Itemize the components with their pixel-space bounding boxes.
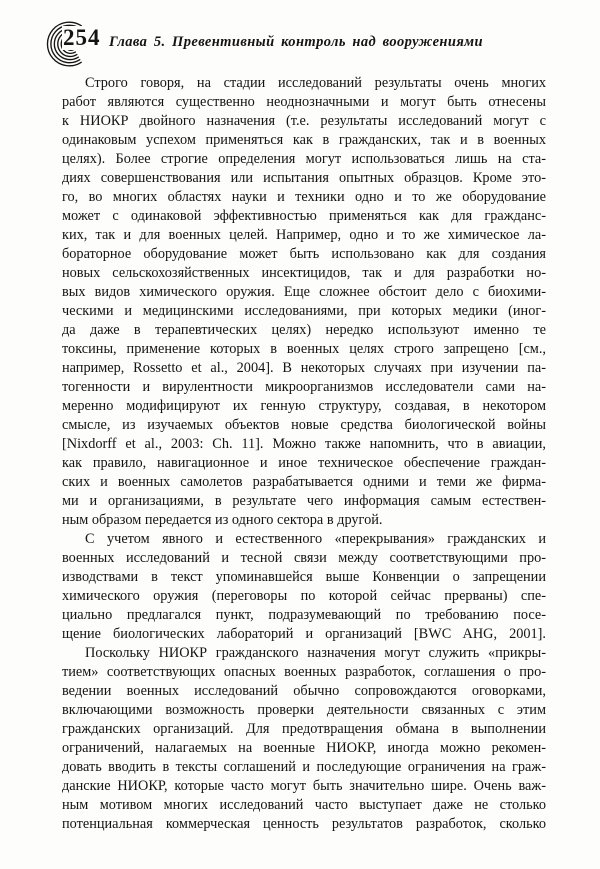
text-line: да даже в терапевтических целях) нередко используют именно те bbox=[62, 322, 546, 338]
text-line: щение биологических лабораторий и организаций [BWC AHG, 2001]. bbox=[62, 626, 546, 642]
paragraph bbox=[62, 644, 546, 834]
text-line: ких, так и для военных целей. Например, одно и то же химическое ла- bbox=[62, 227, 546, 243]
text-line: тием» соответствующих опасных военных разработок, соглашения о про- bbox=[62, 664, 546, 680]
page-number: 254 bbox=[62, 26, 104, 50]
paragraph bbox=[62, 74, 546, 530]
text-line: потенциальная коммерческая ценность результатов разработок, сколько bbox=[62, 816, 546, 832]
text-line: данские НИОКР, которые часто могут быть значительно шире. Очень важ- bbox=[62, 778, 546, 794]
text-line: Поскольку НИОКР гражданского назначения могут служить «прикры- bbox=[85, 645, 546, 661]
text-line: С учетом явного и естественного «перекрывания» гражданских и bbox=[85, 531, 546, 547]
chapter-header: Глава 5. Превентивный контроль над вооружениями bbox=[109, 34, 483, 50]
text-line: новых сельскохозяйственных инсектицидов, так и для разработки но- bbox=[62, 265, 546, 281]
text-line: включающими возможность проверки деятельности связанных с этим bbox=[62, 702, 546, 718]
text-line: тогенности и вирулентности микроорганизмов исследователи сами на- bbox=[62, 379, 546, 395]
text-line: ограничений, налагаемых на военные НИОКР, иногда можно рекомен- bbox=[62, 740, 546, 756]
text-line: работ являются существенно неоднозначными и могут быть отнесены bbox=[62, 94, 546, 110]
text-line: бораторное оборудование может быть использовано как для создания bbox=[62, 246, 546, 262]
text-line: ным образом передается из одного сектора в другой. bbox=[62, 512, 383, 528]
text-line: к НИОКР двойного назначения (т.е. результаты исследований могут с bbox=[62, 113, 546, 129]
text-line: токсины, применение которых в военных целях строго запрещено [см., bbox=[62, 341, 546, 357]
text-line: смысле, из изучаемых объектов новые средства биологической войны bbox=[62, 417, 546, 433]
text-line: ми и организациями, в результате чего информация самым естествен- bbox=[62, 493, 546, 509]
page-text bbox=[62, 74, 546, 834]
text-line: ведении военных исследований обычно сопровождаются оговорками, bbox=[62, 683, 546, 699]
running-head bbox=[0, 0, 600, 70]
text-line: меренно модифицируют их генную структуру, создавая, в некотором bbox=[62, 398, 546, 414]
text-line: диях совершенствования или испытания опытных образцов. Кроме это- bbox=[62, 170, 546, 186]
text-line: циально предлагался пункт, подразумевающий по требованию посе- bbox=[62, 607, 546, 623]
text-line: ских и военных самолетов разрабатывается одними и теми же фирма- bbox=[62, 474, 546, 490]
text-line: Строго говоря, на стадии исследований результаты очень многих bbox=[85, 75, 546, 91]
text-line: гражданских организаций. Для предотвращения обмана в выполнении bbox=[62, 721, 546, 737]
paragraph bbox=[62, 530, 546, 644]
text-line: целях). Более строгие определения могут использоваться лишь на ста- bbox=[62, 151, 546, 167]
text-line: изводствами в текст упоминавшейся выше Конвенции о запрещении bbox=[62, 569, 546, 585]
text-line: как правило, навигационное и иное техническое обеспечение граждан- bbox=[62, 455, 546, 471]
text-line: военных исследований и тесной связи между соответствующими про- bbox=[62, 550, 546, 566]
text-line: вых видов химического оружия. Еще сложнее обстоит дело с биохими- bbox=[62, 284, 546, 300]
text-line: ческими и медицинскими исследованиями, при которых медики (иног- bbox=[62, 303, 546, 319]
text-line: го, во многих областях науки и техники одно и то же оборудование bbox=[62, 189, 546, 205]
text-line: [Nixdorff et al., 2003: Ch. 11]. Можно также напомнить, что в авиации, bbox=[62, 436, 546, 452]
text-line: химического оружия (переговоры по которой сейчас прерваны) спе- bbox=[62, 588, 546, 604]
text-line: может с одинаковой эффективностью применяться как для гражданс- bbox=[62, 208, 546, 224]
text-line: ным мотивом многих исследований часто выступает даже не столько bbox=[62, 797, 546, 813]
text-line: одинаковым успехом применяться как в гражданских, так и в военных bbox=[62, 132, 546, 148]
text-line: довать вводить в тексты соглашений и последующие ограничения на граж- bbox=[62, 759, 546, 775]
text-line: например, Rossetto et al., 2004]. В некоторых случаях при изучении па- bbox=[62, 360, 546, 376]
